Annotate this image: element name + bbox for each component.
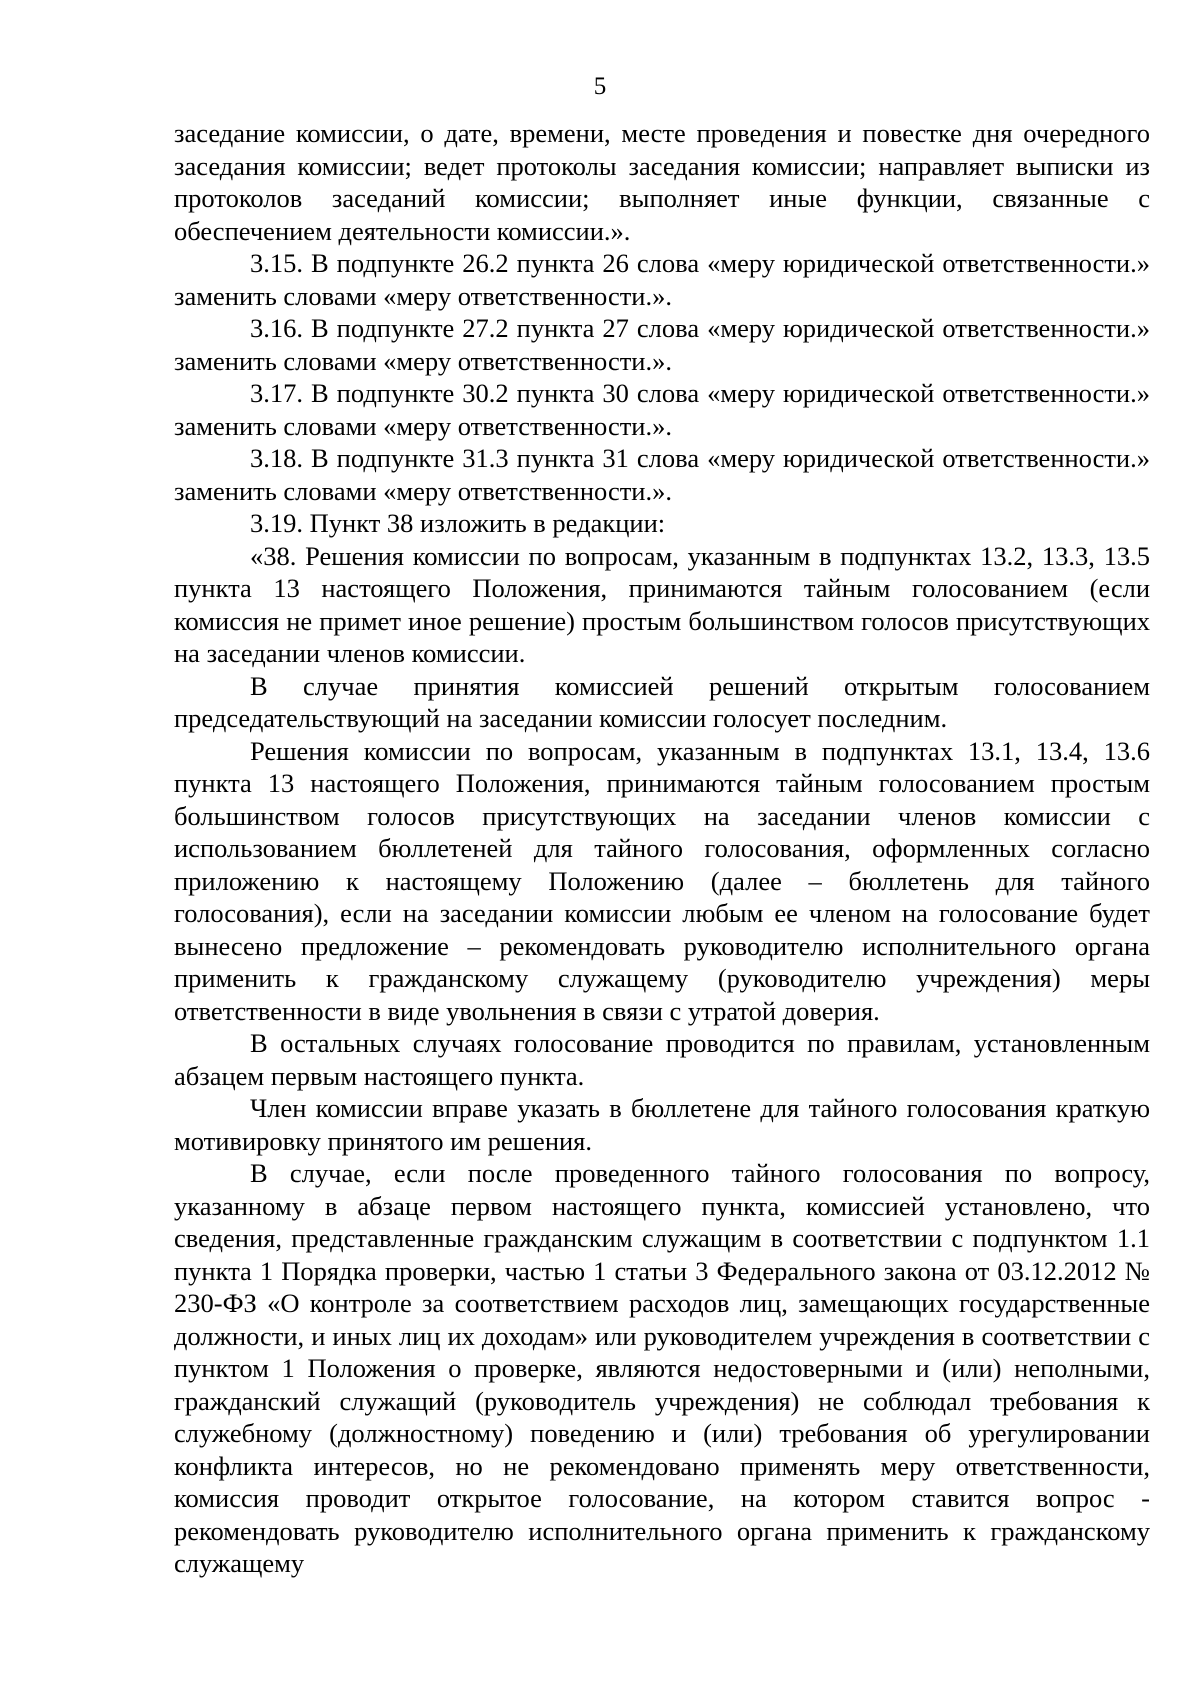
document-body (174, 117, 1150, 1580)
paragraph-after-secret-vote: В случае, если после проведенного тайного голосования по вопросу, указанному в абзаце первом настоящего пункта, комиссией установлено, что сведения, представленные гражданским служащим в соответствии с подпунктом 1.1 пункта 1 Порядка проверки, частью 1 статьи 3 Федерального закона от 03.12.2012 № 230-ФЗ «О контроле за соответствием расходов лиц, замещающих государственные должности, и иных лиц их доходам» или руководителем учреждения в соответствии с пунктом 1 Положения о проверке, являются недостоверными и (или) неполными, гражданский служащий (руководитель учреждения) не соблюдал требования к служебному (должностному) поведению и (или) требования об урегулировании конфликта интересов, но не рекомендовано применять меру ответственности, комиссия проводит открытое голосование, на котором ставится вопрос - рекомендовать руководителю исполнительного органа применить к гражданскому служащему (174, 1158, 1150, 1578)
page-number: 5 (593, 73, 607, 100)
paragraph-open-voting: В случае принятия комиссией решений открытым голосованием председательствующий на заседании комиссии голосует последним. (174, 670, 1150, 733)
paragraph-clause-38: «38. Решения комиссии по вопросам, указанным в подпунктах 13.2, 13.3, 13.5 пункта 13 настоящего Положения, принимаются тайным голосованием (если комиссия не примет иное решение) простым большинством голосов присутствующих на заседании членов комиссии. (174, 540, 1150, 668)
paragraph-item-3-15: 3.15. В подпункте 26.2 пункта 26 слова «меру юридической ответственности.» заменить словами «меру ответственности.». (174, 248, 1150, 311)
paragraph-secret-ballot: Решения комиссии по вопросам, указанным в подпунктах 13.1, 13.4, 13.6 пункта 13 настоящего Положения, принимаются тайным голосованием простым большинством голосов присутствующих на заседании членов комиссии с использованием бюллетеней для тайного голосования, оформленных согласно приложению к настоящему Положению (далее – бюллетень для тайного голосования), если на заседании комиссии любым ее членом на голосование будет вынесено предложение – рекомендовать руководителю исполнительного органа применить к гражданскому служащему (руководителю учреждения) меры ответственности в виде увольнения в связи с утратой доверия. (174, 735, 1150, 1026)
paragraph-item-3-17: 3.17. В подпункте 30.2 пункта 30 слова «меру юридической ответственности.» заменить словами «меру ответственности.». (174, 378, 1150, 441)
paragraph-other-cases: В остальных случаях голосование проводится по правилам, установленным абзацем первым настоящего пункта. (174, 1028, 1150, 1091)
paragraph-item-3-19: 3.19. Пункт 38 изложить в редакции: (250, 508, 666, 538)
paragraph-member-motivation: Член комиссии вправе указать в бюллетене для тайного голосования краткую мотивировку принятого им решения. (174, 1093, 1150, 1156)
paragraph-continuation: заседание комиссии, о дате, времени, месте проведения и повестке дня очередного заседания комиссии; ведет протоколы заседания комиссии; направляет выписки из протоколов заседаний комиссии; выполняет иные функции, связанные с обеспечением деятельности комиссии.». (174, 118, 1150, 246)
paragraph-item-3-16: 3.16. В подпункте 27.2 пункта 27 слова «меру юридической ответственности.» заменить словами «меру ответственности.». (174, 313, 1150, 376)
paragraph-item-3-18: 3.18. В подпункте 31.3 пункта 31 слова «меру юридической ответственности.» заменить словами «меру ответственности.». (174, 443, 1150, 506)
